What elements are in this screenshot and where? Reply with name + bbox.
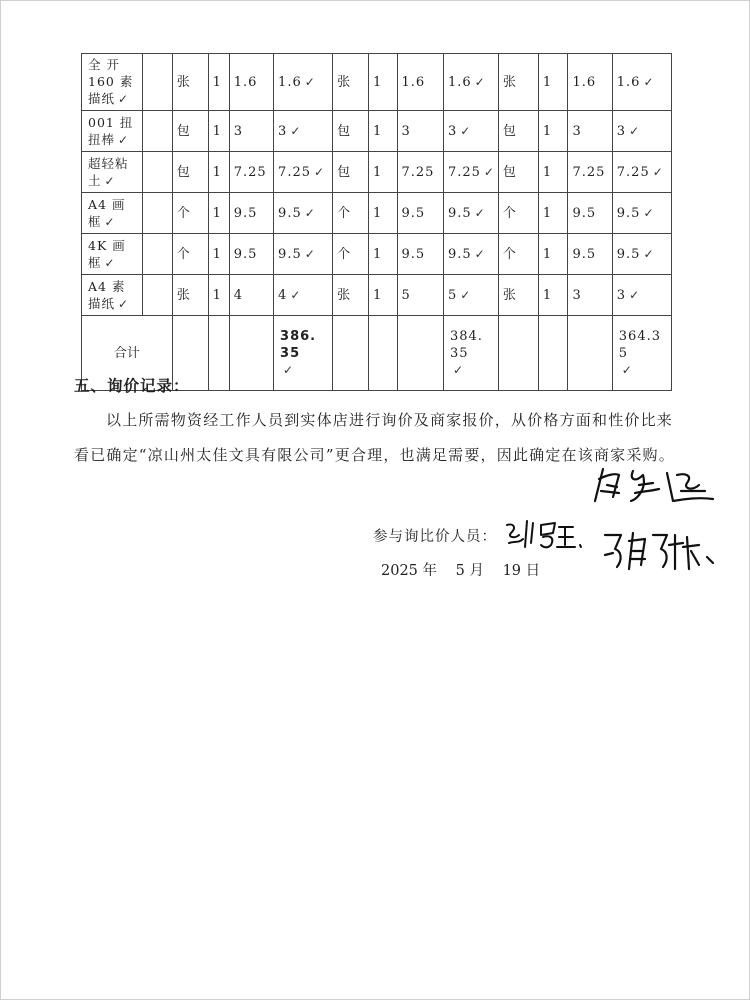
check-mark-icon: ✓: [629, 123, 640, 138]
v3-price-value: 3: [572, 123, 582, 139]
cell-v3-price: [568, 152, 612, 193]
cell-v2-unit: [333, 54, 369, 111]
v3-amount-value: 1.6: [616, 74, 641, 90]
cell-v3-qty: [538, 275, 568, 316]
cell-v2-amount: [443, 275, 498, 316]
cell-v2-amount: [443, 111, 498, 152]
total-amount-vendor-1: 386.35: [280, 328, 317, 361]
v2-qty-value: 1: [373, 74, 383, 90]
date-month: 5 月: [455, 563, 484, 579]
handwritten-signature-1: [589, 461, 719, 511]
cell-v2-price: [397, 54, 443, 111]
v2-amount-value: 9.5: [447, 205, 472, 221]
cell-v3-qty: [538, 193, 568, 234]
quote-table: [81, 53, 672, 391]
v1-amount-value: 9.5: [278, 205, 302, 221]
v2-qty-value: 1: [373, 123, 383, 139]
v3-unit-value: 张: [502, 287, 517, 303]
v3-amount-value: 3: [616, 123, 627, 139]
cell-v1-price: [229, 111, 273, 152]
check-mark-icon: ✓: [118, 92, 130, 106]
v1-unit-value: 包: [176, 123, 191, 139]
v1-unit-value: 个: [176, 246, 191, 262]
v2-price-value: 9.5: [401, 205, 426, 221]
v2-amount-value: 1.6: [447, 74, 472, 90]
table-row: [82, 54, 672, 111]
v1-price-value: 7.25: [233, 164, 267, 180]
check-mark-icon: ✓: [290, 123, 301, 138]
cell-v2-unit: [333, 275, 369, 316]
v3-unit-value: 包: [502, 164, 517, 180]
item-name-cell: [82, 54, 143, 111]
check-mark-icon: ✓: [629, 287, 640, 302]
table-row: [82, 275, 672, 316]
v2-unit-value: 个: [337, 205, 352, 221]
item-name-cell: [82, 111, 143, 152]
cell-v1-amount: [274, 152, 333, 193]
cell-v2-unit: [333, 234, 369, 275]
v2-price-value: 9.5: [401, 246, 426, 262]
cell-v3-amount: [612, 234, 671, 275]
cell-v2-unit: [333, 152, 369, 193]
check-mark-icon: ✓: [460, 287, 471, 302]
v2-price-value: 7.25: [401, 164, 435, 180]
item-name: 4K 画框: [88, 237, 126, 270]
cell-v3-price: [568, 111, 612, 152]
cell-v1-price: [229, 275, 273, 316]
inquiry-record-paragraph: 以上所需物资经工作人员到实体店进行询价及商家报价，从价格方面和性价比来看已确定“凉山州太佳文具有限公司”更合理，也满足需要，因此确定在该商家采购。: [74, 411, 675, 464]
cell-v2-amount: [443, 152, 498, 193]
check-mark-icon: ✓: [643, 205, 654, 220]
cell-v2-price: [397, 152, 443, 193]
cell-v2-qty: [369, 54, 397, 111]
v1-price-value: 1.6: [233, 74, 258, 90]
v2-unit-value: 张: [337, 287, 352, 303]
v3-qty-value: 1: [542, 123, 553, 139]
cell-v3-price: [568, 54, 612, 111]
cell-v3-unit: [498, 152, 538, 193]
v3-price-value: 7.25: [572, 164, 606, 180]
cell-v1-unit: [172, 275, 208, 316]
check-mark-icon: ✓: [283, 362, 294, 377]
v2-qty-value: 1: [373, 205, 383, 221]
v3-unit-value: 张: [502, 74, 517, 90]
cell-v2-unit: [333, 111, 369, 152]
check-mark-icon: ✓: [290, 287, 301, 302]
total-label: 合计: [82, 316, 173, 391]
handwritten-signature-2: [503, 517, 583, 553]
v1-amount-value: 7.25: [278, 164, 311, 180]
v1-qty-value: 1: [212, 205, 222, 221]
v3-price-value: 1.6: [572, 74, 597, 90]
table-row: [82, 111, 672, 152]
cell-v3-qty: [538, 54, 568, 111]
check-mark-icon: ✓: [652, 164, 663, 179]
check-mark-icon: ✓: [452, 362, 463, 377]
cell-v2-price: [397, 275, 443, 316]
v2-unit-value: 包: [337, 123, 352, 139]
v3-qty-value: 1: [542, 287, 553, 303]
check-mark-icon: ✓: [118, 132, 130, 147]
cell-v1-price: [229, 234, 273, 275]
check-mark-icon: ✓: [304, 205, 315, 220]
v1-qty-value: 1: [212, 74, 222, 90]
v2-qty-value: 1: [373, 287, 383, 303]
cell-v2-price: [397, 234, 443, 275]
cell-v3-qty: [538, 152, 568, 193]
v3-unit-value: 个: [502, 205, 517, 221]
cell-v2-unit: [333, 193, 369, 234]
cell-v3-amount: [612, 111, 671, 152]
v1-amount-value: 4: [278, 287, 288, 303]
item-name-cell: [82, 234, 143, 275]
table-row: [82, 152, 672, 193]
cell-v3-unit: [498, 54, 538, 111]
v1-amount-value: 3: [278, 123, 288, 139]
item-name: A4 素描纸: [88, 278, 126, 311]
cell-v2-qty: [369, 111, 397, 152]
date-year: 2025 年: [381, 563, 438, 579]
v3-qty-value: 1: [542, 164, 553, 180]
check-mark-icon: ✓: [460, 123, 471, 138]
v2-unit-value: 个: [337, 246, 352, 262]
v1-qty-value: 1: [212, 246, 222, 262]
cell-v2-amount: [443, 234, 498, 275]
cell-v3-unit: [498, 234, 538, 275]
v2-price-value: 3: [401, 123, 411, 139]
cell-v1-amount: [274, 234, 333, 275]
cell-v1-unit: [172, 54, 208, 111]
table-row: [82, 193, 672, 234]
cell-v3-amount: [612, 275, 671, 316]
v2-amount-value: 3: [447, 123, 458, 139]
cell-v2-amount: [443, 193, 498, 234]
cell-v2-price: [397, 111, 443, 152]
cell-v2-qty: [369, 275, 397, 316]
total-value-vendor-1: [274, 316, 333, 391]
check-mark-icon: ✓: [474, 74, 485, 89]
v3-amount-value: 7.25: [616, 164, 650, 180]
item-name-cell: [82, 275, 143, 316]
v2-unit-value: 包: [337, 164, 352, 180]
cell-v3-unit: [498, 193, 538, 234]
cell-v3-amount: [612, 193, 671, 234]
cell-v3-amount: [612, 54, 671, 111]
cell-v2-price: [397, 193, 443, 234]
check-mark-icon: ✓: [474, 246, 485, 261]
item-name: A4 画框: [88, 196, 126, 229]
v1-unit-value: 个: [176, 205, 191, 221]
v1-qty-value: 1: [212, 287, 222, 303]
cell-v1-qty: [208, 152, 229, 193]
v1-price-value: 9.5: [233, 205, 258, 221]
cell-v2-qty: [369, 152, 397, 193]
cell-v1-unit: [172, 152, 208, 193]
cell-v1-amount: [274, 193, 333, 234]
cell-v1-qty: [208, 234, 229, 275]
v2-amount-value: 9.5: [447, 246, 472, 262]
v3-price-value: 9.5: [572, 246, 597, 262]
v3-price-value: 9.5: [572, 205, 597, 221]
check-mark-icon: ✓: [104, 173, 116, 188]
cell-v1-unit: [172, 234, 208, 275]
cell-v1-unit: [172, 193, 208, 234]
cell-v1-amount: [274, 275, 333, 316]
v2-unit-value: 张: [337, 74, 352, 90]
table-row: [82, 234, 672, 275]
item-name: 001 扭扭棒: [88, 114, 134, 147]
participants-label: 参与询比价人员：: [373, 529, 497, 545]
v1-price-value: 3: [233, 123, 243, 139]
item-name: 全 开 160 素 描纸: [88, 57, 134, 106]
item-name-cell: [82, 152, 143, 193]
check-mark-icon: ✓: [304, 74, 315, 89]
v3-amount-value: 9.5: [616, 205, 641, 221]
v1-unit-value: 包: [176, 164, 191, 180]
check-mark-icon: ✓: [104, 214, 116, 229]
cell-v1-qty: [208, 54, 229, 111]
v1-amount-value: 1.6: [278, 74, 302, 90]
v1-unit-value: 张: [176, 287, 191, 303]
cell-v1-amount: [274, 54, 333, 111]
date-day: 19 日: [502, 563, 541, 579]
check-mark-icon: ✓: [304, 246, 315, 261]
cell-v1-unit: [172, 111, 208, 152]
v3-unit-value: 包: [502, 123, 517, 139]
v1-price-value: 4: [233, 287, 243, 303]
cell-v1-qty: [208, 275, 229, 316]
v3-price-value: 3: [572, 287, 582, 303]
section-5-heading: 五、询价记录：: [74, 377, 190, 395]
cell-v3-price: [568, 193, 612, 234]
v1-qty-value: 1: [212, 123, 222, 139]
cell-v3-unit: [498, 111, 538, 152]
v3-qty-value: 1: [542, 205, 553, 221]
check-mark-icon: ✓: [643, 246, 654, 261]
total-amount-vendor-2: 384.35: [449, 328, 483, 361]
v2-amount-value: 7.25: [447, 164, 481, 180]
v1-qty-value: 1: [212, 164, 222, 180]
cell-v2-qty: [369, 193, 397, 234]
cell-v3-amount: [612, 152, 671, 193]
v2-qty-value: 1: [373, 164, 383, 180]
item-name-cell: [82, 193, 143, 234]
check-mark-icon: ✓: [104, 255, 116, 270]
check-mark-icon: ✓: [474, 205, 485, 220]
cell-v1-price: [229, 152, 273, 193]
cell-v2-amount: [443, 54, 498, 111]
v1-price-value: 9.5: [233, 246, 258, 262]
total-amount-vendor-3: 364.35: [618, 328, 661, 361]
check-mark-icon: ✓: [643, 74, 654, 89]
record-date: [381, 559, 554, 580]
v2-price-value: 5: [401, 287, 411, 303]
check-mark-icon: ✓: [483, 164, 494, 179]
v3-qty-value: 1: [542, 246, 553, 262]
cell-v3-qty: [538, 111, 568, 152]
cell-v1-amount: [274, 111, 333, 152]
v3-unit-value: 个: [502, 246, 517, 262]
total-value-vendor-3: [612, 316, 671, 391]
v3-amount-value: 9.5: [616, 246, 641, 262]
cell-v3-unit: [498, 275, 538, 316]
cell-v1-qty: [208, 111, 229, 152]
v3-qty-value: 1: [542, 74, 553, 90]
check-mark-icon: ✓: [621, 362, 632, 377]
cell-v3-qty: [538, 234, 568, 275]
v2-amount-value: 5: [447, 287, 458, 303]
check-mark-icon: ✓: [118, 296, 130, 311]
cell-v1-qty: [208, 193, 229, 234]
cell-v1-price: [229, 193, 273, 234]
v1-unit-value: 张: [176, 74, 191, 90]
v2-qty-value: 1: [373, 246, 383, 262]
v1-amount-value: 9.5: [278, 246, 302, 262]
handwritten-signature-3: [599, 529, 719, 573]
cell-v1-price: [229, 54, 273, 111]
cell-v3-price: [568, 234, 612, 275]
total-value-vendor-2: [443, 316, 498, 391]
v3-amount-value: 3: [616, 287, 627, 303]
item-name: 超轻粘土: [88, 155, 129, 188]
cell-v3-price: [568, 275, 612, 316]
check-mark-icon: ✓: [314, 164, 325, 179]
v2-price-value: 1.6: [401, 74, 426, 90]
cell-v2-qty: [369, 234, 397, 275]
